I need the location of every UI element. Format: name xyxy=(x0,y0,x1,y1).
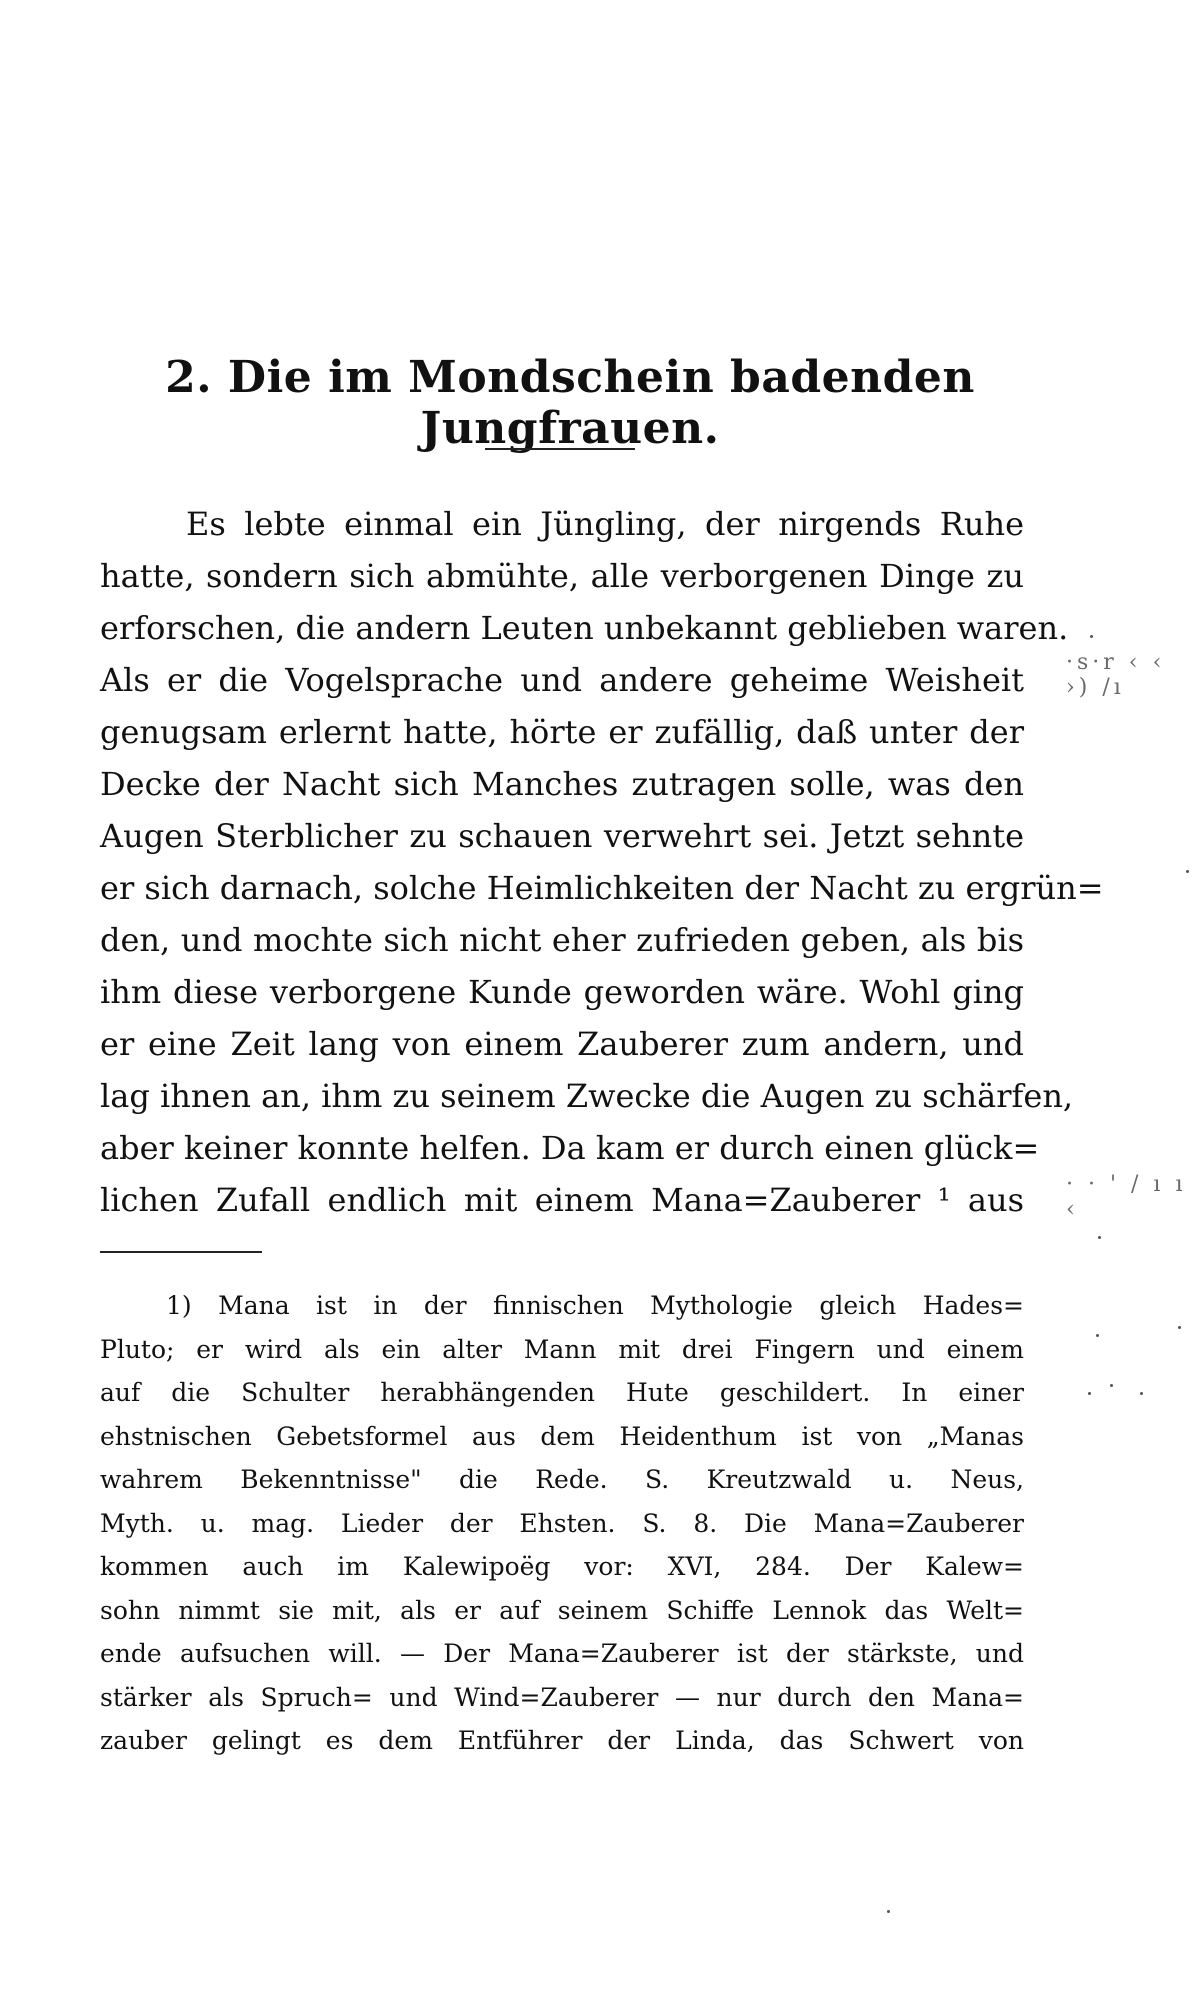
margin-speck xyxy=(1110,1384,1113,1387)
margin-speck xyxy=(1088,1392,1091,1395)
body-line: hatte, sondern sich abmühte, alle verborgenen Dinge zu xyxy=(100,557,1024,595)
body-line: Als er die Vogelsprache und andere geheime Weisheit xyxy=(100,661,1024,699)
footnote-line: wahrem Bekenntnisse" die Rede. S. Kreutzwald u. Neus, xyxy=(100,1465,1024,1494)
title-divider xyxy=(485,448,635,450)
body-line: lichen Zufall endlich mit einem Mana=Zauberer ¹ aus xyxy=(100,1181,1024,1219)
footnote-line: Pluto; er wird als ein alter Mann mit drei Fingern und einem xyxy=(100,1334,1024,1364)
margin-bleed-mark: · · ' / ı ı ‹ xyxy=(1066,1172,1187,1222)
footnote-line: 1) Mana ist in der finnischen Mythologie gleich Hades= xyxy=(166,1291,1024,1320)
footnote-line: Myth. u. mag. Lieder der Ehsten. S. 8. Die Mana=Zauberer xyxy=(100,1508,1024,1538)
footnote-line: ende aufsuchen will. — Der Mana=Zauberer ist der stärkste, und xyxy=(100,1639,1024,1668)
body-line: er eine Zeit lang von einem Zauberer zum andern, und xyxy=(100,1025,1024,1063)
margin-bleed-mark: ·s·r ‹ ‹ ›) /ı xyxy=(1066,650,1166,700)
margin-speck xyxy=(1096,1334,1099,1337)
body-line: den, und mochte sich nicht eher zufrieden geben, als bis xyxy=(100,921,1024,959)
footnote-line: sohn nimmt sie mit, als er auf seinem Schiffe Lennok das Welt= xyxy=(100,1595,1024,1625)
footnote-line: ehstnischen Gebetsformel aus dem Heidenthum ist von „Manas xyxy=(100,1421,1024,1451)
margin-speck xyxy=(1098,1236,1101,1239)
footnote-divider xyxy=(100,1251,262,1253)
chapter-title: 2. Die im Mondschein badenden Jungfrauen. xyxy=(165,352,975,454)
body-line: er sich darnach, solche Heimlichkeiten der Nacht zu ergrün= xyxy=(100,869,1104,907)
footnote-line: kommen auch im Kalewipoëg vor: XVI, 284. Der Kalew= xyxy=(100,1552,1024,1581)
body-line: aber keiner konnte helfen. Da kam er durch einen glück= xyxy=(100,1129,1040,1167)
body-line: Decke der Nacht sich Manches zutragen solle, was den xyxy=(100,765,1024,803)
body-line: ihm diese verborgene Kunde geworden wäre. Wohl ging xyxy=(100,973,1024,1011)
body-line: Es lebte einmal ein Jüngling, der nirgends Ruhe xyxy=(186,505,1024,543)
margin-speck xyxy=(887,1910,890,1913)
margin-speck xyxy=(1186,870,1189,873)
body-text xyxy=(100,498,1104,1226)
footnote-line: auf die Schulter herabhängenden Hute geschildert. In einer xyxy=(100,1378,1024,1407)
body-line: Augen Sterblicher zu schauen verwehrt sei. Jetzt sehnte xyxy=(100,817,1024,855)
margin-speck xyxy=(1178,1326,1181,1329)
body-line: genugsam erlernt hatte, hörte er zufällig, daß unter der xyxy=(100,713,1024,751)
body-line: erforschen, die andern Leuten unbekannt geblieben waren. xyxy=(100,609,1069,647)
footnote-line: stärker als Spruch= und Wind=Zauberer — nur durch den Mana= xyxy=(100,1682,1024,1712)
footnote-line: zauber gelingt es dem Entführer der Linda, das Schwert von xyxy=(100,1726,1024,1755)
margin-speck xyxy=(1140,1392,1143,1395)
body-line: lag ihnen an, ihm zu seinem Zwecke die Augen zu schärfen, xyxy=(100,1077,1074,1115)
margin-speck xyxy=(1090,635,1093,638)
footnote-block xyxy=(100,1284,1024,1763)
